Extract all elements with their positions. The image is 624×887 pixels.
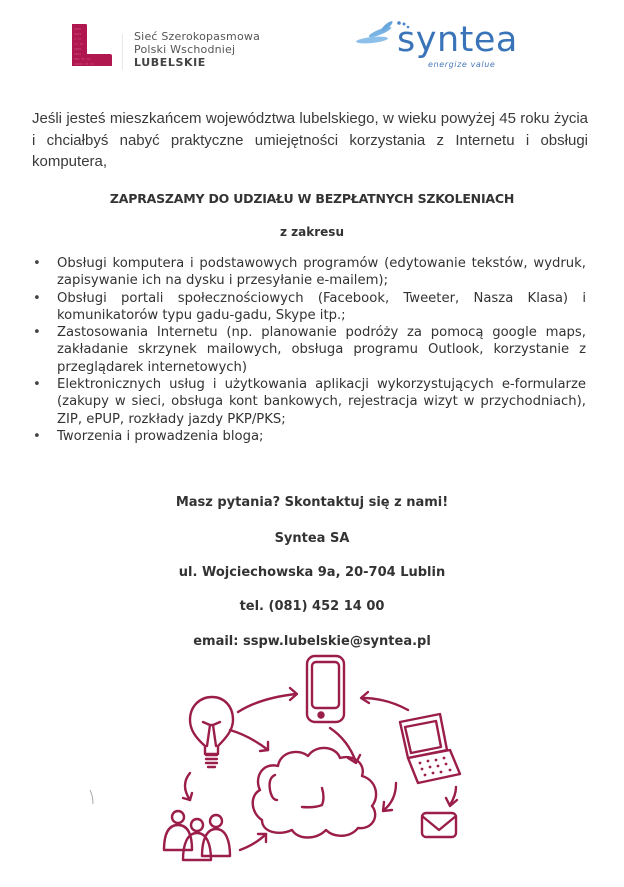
svg-text:0001: 0001	[74, 52, 82, 56]
bullet-icon: •	[33, 428, 41, 444]
bullet-icon: •	[33, 256, 41, 271]
svg-text:39604 68 22: 39604 68 22	[74, 62, 94, 66]
lightbulb-icon	[190, 697, 233, 767]
letter-l-logo-icon	[70, 22, 114, 68]
list-item	[33, 428, 586, 445]
contact-company: Syntea SA	[274, 531, 350, 546]
svg-text:3 97: 3 97	[74, 37, 82, 41]
laptop-icon	[400, 714, 460, 783]
contact-email[interactable]: email: sspw.lubelskie@syntea.pl	[193, 634, 431, 649]
logo-line-1: Sieć Szerokopasmowa	[134, 30, 261, 43]
svg-text:17 44: 17 44	[74, 42, 84, 46]
smartphone-icon	[307, 656, 344, 722]
envelope-icon	[422, 813, 456, 837]
bullet-icon: •	[33, 290, 41, 306]
intro-paragraph: Jeśli jesteś mieszkańcem województwa lubelskiego, w wieku powyżej 45 roku życia i chciałbyś nabyć praktyczne umiejętności korzystania z Internetu i obsługi komputera,	[32, 110, 588, 170]
network-illustration	[150, 650, 480, 887]
contact-phone: tel. (081) 452 14 00	[239, 599, 385, 614]
bullet-icon: •	[33, 377, 41, 393]
people-icon	[164, 811, 230, 860]
main-heading: ZAPRASZAMY DO UDZIAŁU W BEZPŁATNYCH SZKOLENIACH	[109, 191, 515, 206]
subheading: z zakresu	[280, 225, 344, 239]
list-item	[33, 255, 586, 290]
topic-text: Zastosowania Internetu (np. planowanie podróży za pomocą google maps, zakładanie skrzynek mailowych, obsługa programu Outlook, korzystanie z przeglądarek internetowych)	[57, 325, 586, 375]
logo-line-2: Polski Wschodniej	[134, 43, 236, 56]
logo-divider	[122, 34, 123, 70]
svg-text:0036: 0036	[74, 27, 82, 31]
topic-text: Elektronicznych usług i użytkowania aplikacji wykorzystujących e-formularze (zakupy w sieci, obsługa kont bankowych, rejestracja wizyt w przychodniach), ZIP, ePUP, rozkłady jazdy PKP/PKS;	[57, 377, 586, 427]
contact-address: ul. Wojciechowska 9a, 20-704 Lublin	[178, 565, 446, 580]
topics-list	[33, 255, 586, 445]
list-item	[33, 290, 586, 325]
topic-text: Obsługi portali społecznościowych (Facebook, Tweeter, Nasza Klasa) i komunikatorów typu gadu-gadu, Skype itp.;	[57, 290, 586, 323]
contact-question: Masz pytania? Skontaktuj się z nami!	[175, 495, 449, 510]
sspw-logo-text	[134, 30, 260, 69]
list-item	[33, 324, 586, 376]
topic-text: Tworzenia i prowadzenia bloga;	[57, 428, 264, 444]
list-item	[33, 376, 586, 428]
syntea-brand-name: syntea	[397, 20, 518, 60]
logo-line-3: LUBELSKIE	[134, 56, 206, 69]
topic-text: Obsługi komputera i podstawowych programów (edytowanie tekstów, wydruk, zapisywanie ich na dysku i przesyłanie e-mailem);	[57, 256, 586, 289]
svg-text:068 35 78: 068 35 78	[74, 57, 91, 61]
scan-mark	[88, 788, 96, 808]
bullet-icon: •	[33, 325, 41, 341]
svg-text:0082: 0082	[74, 47, 82, 51]
syntea-tagline: energize value	[428, 60, 496, 69]
svg-text:0079: 0079	[74, 32, 82, 36]
